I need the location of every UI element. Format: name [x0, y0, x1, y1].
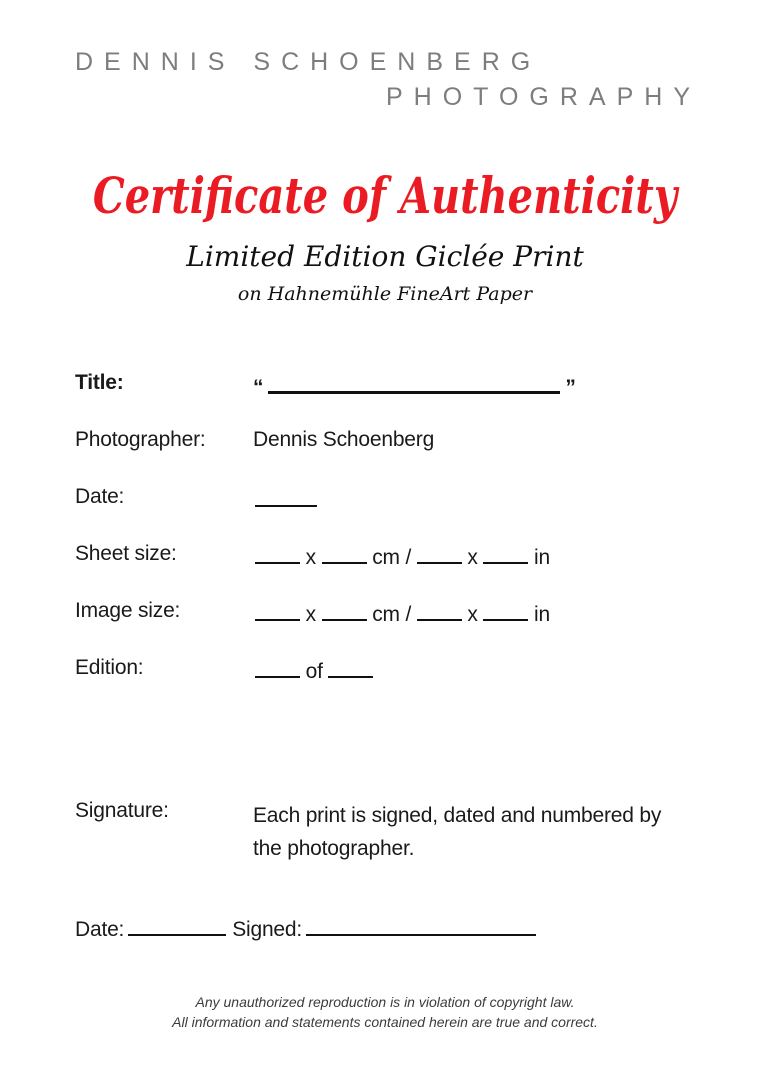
signature-note-line2: the photographer. [253, 837, 415, 860]
edition-number-blank [255, 656, 300, 678]
slash-separator: / [405, 545, 412, 569]
sheet-size-value [255, 542, 550, 570]
times-separator: x [467, 545, 478, 569]
title-value [253, 371, 576, 400]
photographer-label: Photographer: [75, 428, 206, 451]
edition-total-blank [328, 656, 373, 678]
sheet-size-label: Sheet size: [75, 542, 177, 565]
form-row-photographer [0, 428, 770, 458]
signature-label: Signature: [75, 799, 169, 822]
sign-date-blank [128, 914, 226, 936]
image-height-in-blank [483, 599, 528, 621]
edition-label: Edition: [75, 656, 144, 679]
signature-note [253, 799, 661, 865]
brand-name: DENNIS SCHOENBERG [75, 48, 542, 76]
edition-value [255, 656, 373, 684]
legal-footer [0, 992, 770, 1032]
sheet-width-cm-blank [255, 542, 300, 564]
cm-unit: cm [372, 602, 400, 626]
title-blank-line [268, 371, 560, 394]
form-row-title [0, 371, 770, 401]
image-width-cm-blank [255, 599, 300, 621]
date-signed-row [75, 914, 536, 942]
image-size-value [255, 599, 550, 627]
legal-footer-line1: Any unauthorized reproduction is in violation of copyright law. [195, 994, 575, 1010]
slash-separator: / [405, 602, 412, 626]
close-quote: ” [565, 375, 576, 399]
times-separator: x [467, 602, 478, 626]
paper-subtitle: on Hahnemühle FineArt Paper [237, 283, 533, 305]
cm-unit: cm [372, 545, 400, 569]
certificate-title: Certificate of Authenticity [92, 166, 678, 225]
date-value [255, 485, 317, 513]
signed-blank [306, 914, 536, 936]
form-row-sheet-size [0, 542, 770, 572]
form-row-image-size [0, 599, 770, 629]
times-separator: x [305, 602, 316, 626]
form-row-date [0, 485, 770, 515]
title-label: Title: [75, 371, 124, 394]
image-size-label: Image size: [75, 599, 181, 622]
image-width-in-blank [417, 599, 462, 621]
date-blank-line [255, 485, 317, 507]
date-label: Date: [75, 485, 125, 508]
photographer-value: Dennis Schoenberg [253, 428, 435, 451]
sign-date-label: Date: [75, 917, 125, 941]
form-row-edition [0, 656, 770, 686]
image-height-cm-blank [322, 599, 367, 621]
times-separator: x [305, 545, 316, 569]
in-unit: in [533, 545, 550, 569]
legal-footer-line2: All information and statements contained herein are true and correct. [172, 1014, 598, 1030]
open-quote: “ [253, 375, 264, 399]
edition-subtitle: Limited Edition Giclée Print [186, 240, 584, 273]
sheet-height-in-blank [483, 542, 528, 564]
sheet-height-cm-blank [322, 542, 367, 564]
brand-subtitle: PHOTOGRAPHY [385, 83, 701, 111]
form-row-signature [0, 799, 770, 869]
in-unit: in [533, 602, 550, 626]
signature-note-line1: Each print is signed, dated and numbered by [253, 804, 662, 827]
signed-label: Signed: [232, 917, 303, 941]
sheet-width-in-blank [417, 542, 462, 564]
of-separator: of [305, 659, 323, 683]
